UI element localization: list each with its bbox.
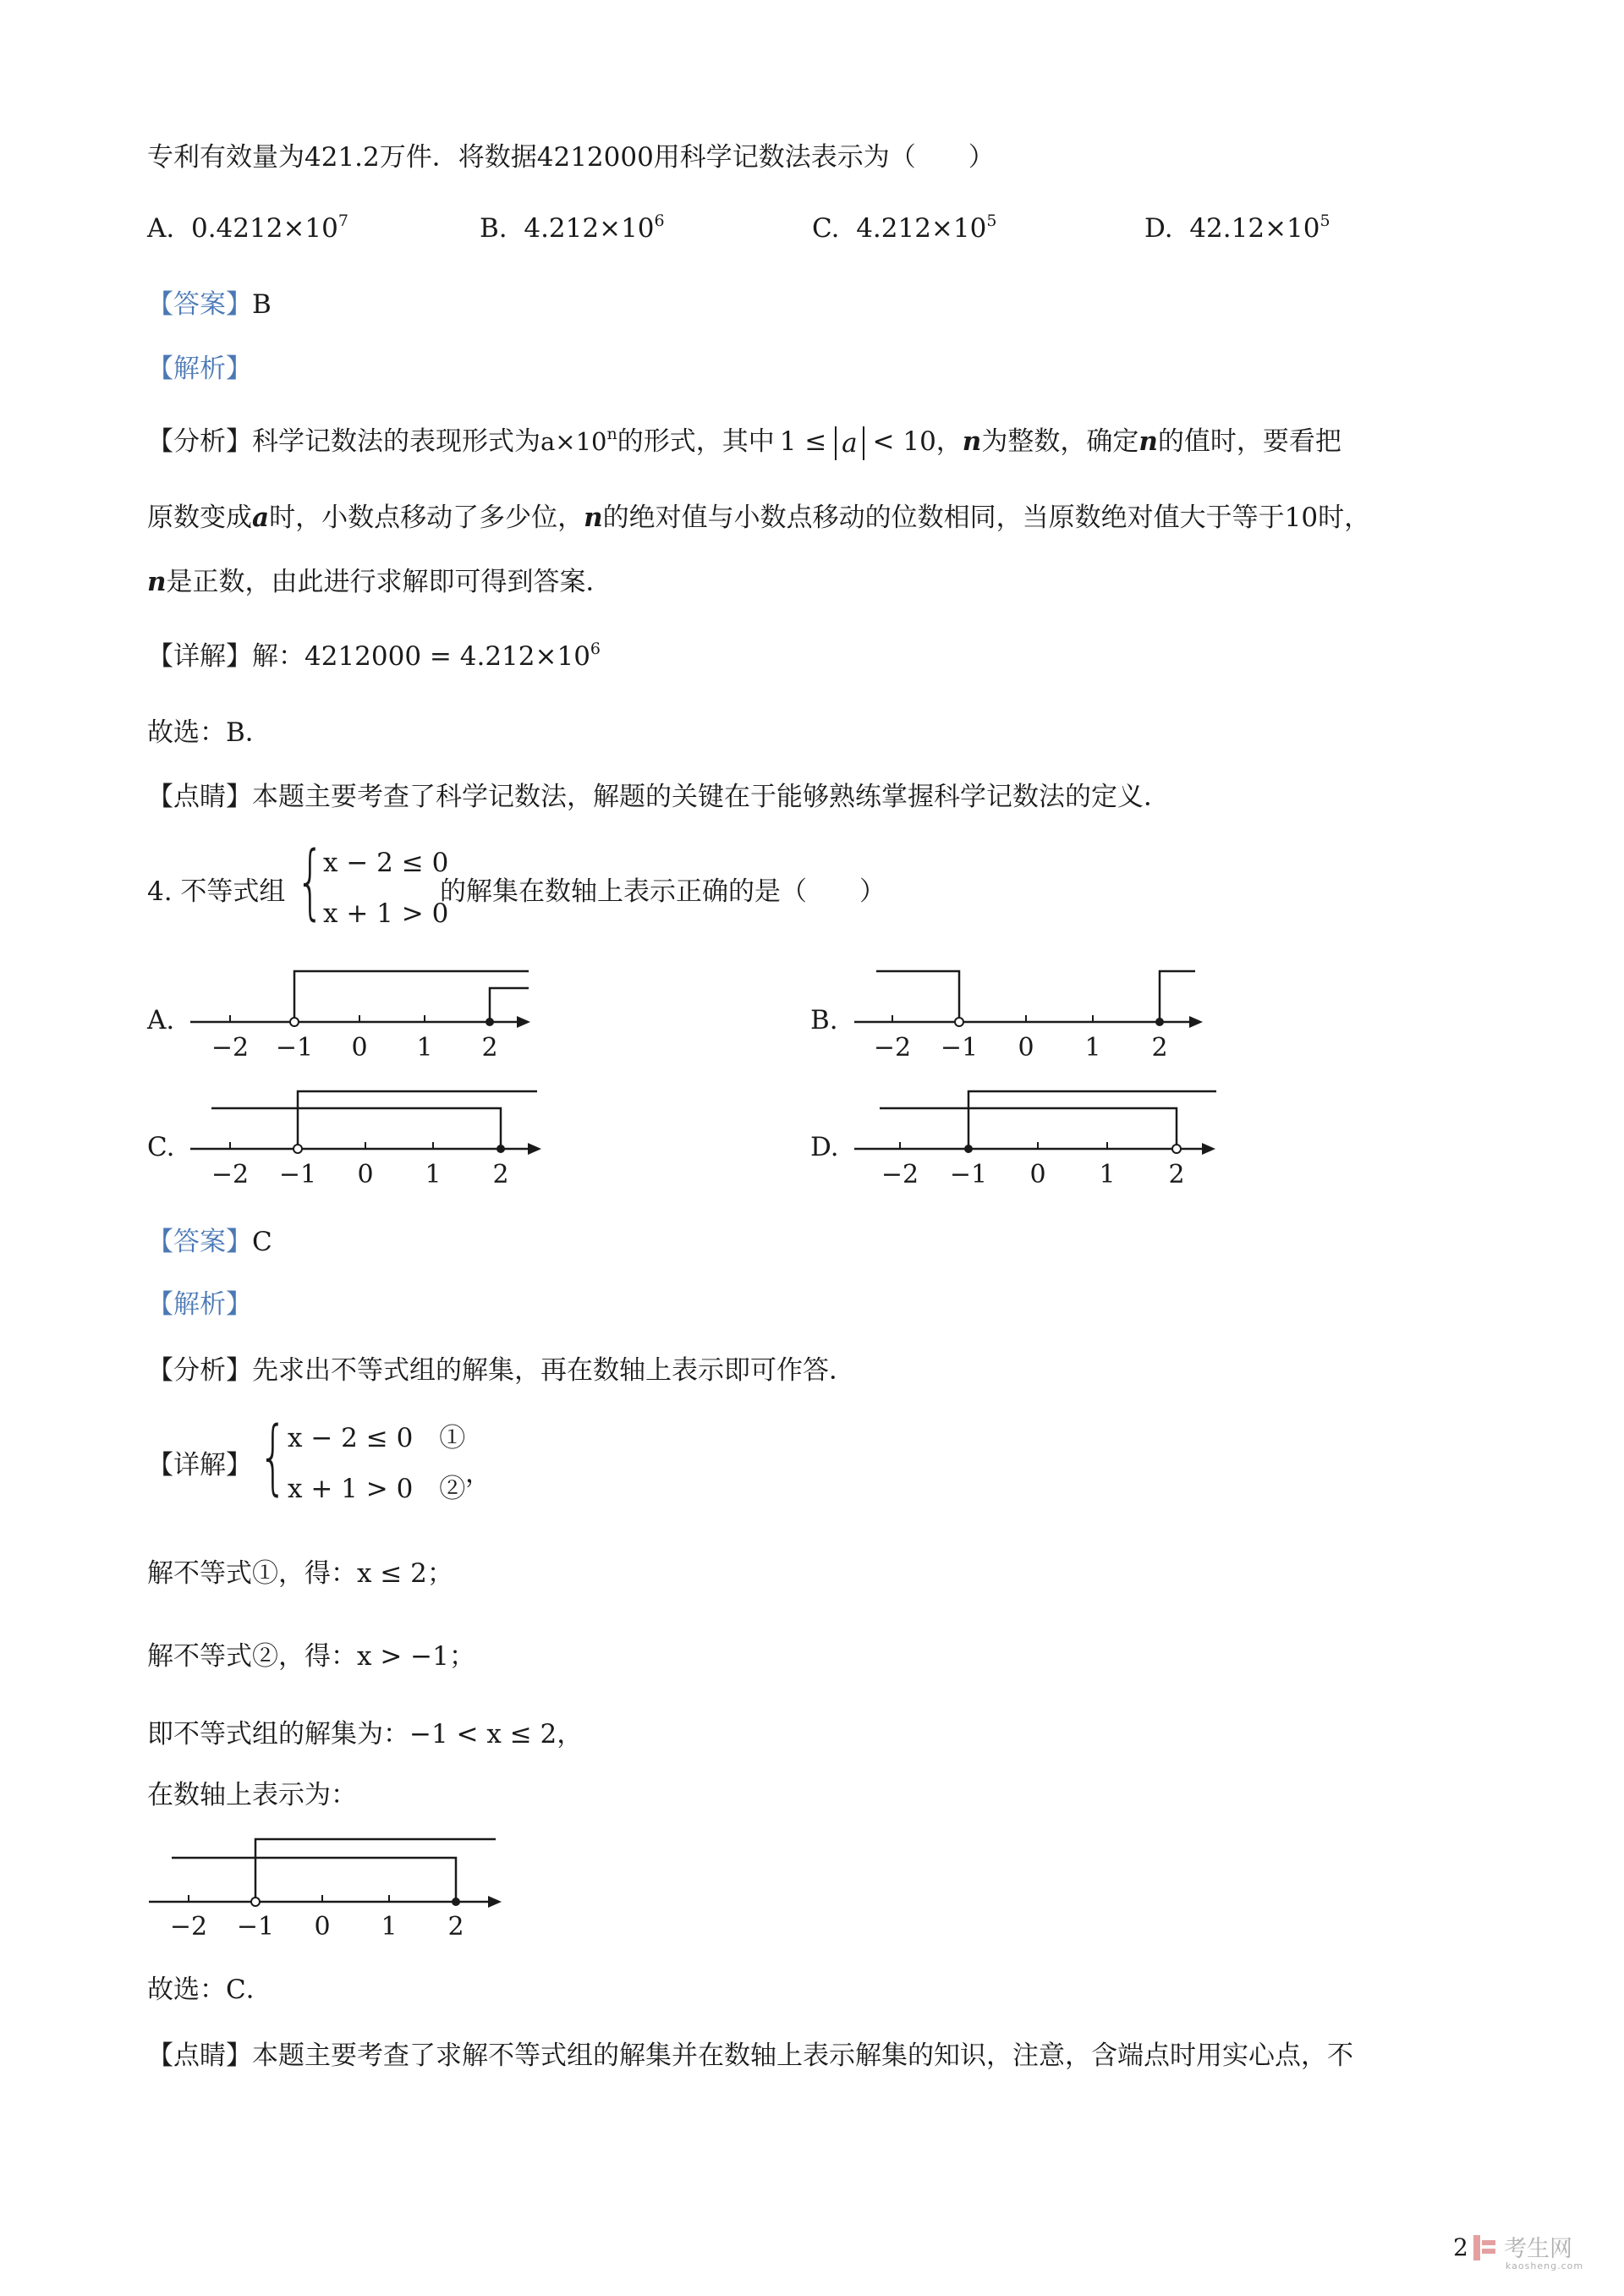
option-value: 4.212×10 <box>524 213 655 244</box>
q3-fenxi-line1: 【分析】科学记数法的表现形式为$a\times 10^n$的形式，其中 1 ≤ a < 10，n为整数，确定n的值时，要看把 <box>147 425 1341 459</box>
answer-tag: 【答案】 <box>147 289 252 320</box>
q4-guxuan: 故选：C． <box>147 1975 272 2005</box>
q4-jiexi-tag: 【解析】 <box>147 1289 252 1320</box>
q3-fenxi-line2: 原数变成a时，小数点移动了多少位，n的绝对值与小数点移动的位数相同，当原数绝对值大于等于10时， <box>147 503 1371 533</box>
svg-text:0: 0 <box>357 1160 374 1189</box>
svg-text:2: 2 <box>1168 1160 1185 1189</box>
option-label: D. <box>1144 213 1173 244</box>
option-label: C. <box>812 213 840 244</box>
logo-icon <box>1472 2233 1497 2262</box>
left-brace-icon: { <box>259 1409 288 1504</box>
number-line-b <box>846 956 1218 1070</box>
q4-xj-comma: ， <box>465 1458 491 1489</box>
q3-stem: 专利有效量为421.2万件．将数据4212000用科学记数法表示为（ ） <box>147 142 995 173</box>
svg-text:−2: −2 <box>211 1160 250 1189</box>
svg-text:1: 1 <box>425 1160 442 1189</box>
svg-text:2: 2 <box>492 1160 509 1189</box>
q3-option-d <box>1144 211 1330 245</box>
option-value: 4.212×10 <box>856 213 987 244</box>
q3-option-a <box>147 211 348 245</box>
q4-stem-pre: 4. 不等式组 <box>147 876 286 907</box>
svg-text:0: 0 <box>1029 1160 1046 1189</box>
exponent: 6 <box>654 211 665 230</box>
option-label: A. <box>147 213 175 244</box>
option-label: B. <box>480 213 508 244</box>
watermark-brand: 考生网 <box>1504 2236 1572 2262</box>
svg-text:−2: −2 <box>881 1160 919 1189</box>
q4-sys-row2: x + 1 > 0 <box>323 898 449 929</box>
option-value: 0.4212×10 <box>190 213 338 244</box>
svg-text:−1: −1 <box>949 1160 988 1189</box>
exponent: 5 <box>986 211 997 230</box>
svg-text:0: 0 <box>314 1912 331 1942</box>
q4-xj-sys-row2: x + 1 > 0 ② <box>288 1474 466 1504</box>
svg-text:−1: −1 <box>275 1033 314 1063</box>
q4-step4: 在数轴上表示为： <box>147 1780 357 1810</box>
q3-option-b <box>480 211 665 245</box>
q4-option-d-label: D. <box>810 1132 839 1162</box>
q3-option-c <box>812 211 996 245</box>
q3-fenxi-line3: n是正数，由此进行求解即可得到答案． <box>147 567 612 597</box>
q4-xj-sys-row1: x − 2 ≤ 0 ① <box>288 1423 466 1453</box>
q4-step2: 解不等式②，得：x > −1； <box>147 1641 475 1672</box>
svg-text:1: 1 <box>1084 1033 1101 1063</box>
svg-text:2: 2 <box>1151 1033 1168 1063</box>
solution-number-line <box>142 1827 514 1942</box>
q3-answer <box>147 288 272 321</box>
q3-dianjing: 【点睛】本题主要考查了科学记数法，解题的关键在于能够熟练掌握科学记数法的定义． <box>147 782 1170 812</box>
svg-text:1: 1 <box>381 1912 398 1942</box>
svg-text:1: 1 <box>416 1033 433 1063</box>
svg-text:−2: −2 <box>211 1033 250 1063</box>
answer-value: C <box>252 1227 272 1257</box>
abs-value-box: a <box>835 426 864 460</box>
q3-jiexi-tag: 【解析】 <box>147 354 252 384</box>
svg-text:0: 0 <box>351 1033 368 1063</box>
number-line-d <box>846 1081 1235 1195</box>
q4-sys-row1: x − 2 ≤ 0 <box>323 848 449 878</box>
svg-text:0: 0 <box>1018 1033 1034 1063</box>
q4-option-b-label: B. <box>810 1005 838 1035</box>
q4-step3: 即不等式组的解集为：−1 < x ≤ 2， <box>147 1719 584 1749</box>
answer-tag: 【答案】 <box>147 1227 252 1257</box>
svg-text:2: 2 <box>447 1912 464 1942</box>
svg-text:−1: −1 <box>940 1033 979 1063</box>
q4-option-a-label: A. <box>147 1005 175 1035</box>
left-brace-icon: { <box>296 834 325 929</box>
svg-text:−2: −2 <box>169 1912 208 1942</box>
q4-dianjing: 【点睛】本题主要考查了求解不等式组的解集并在数轴上表示解集的知识，注意，含端点时用实心点，不 <box>147 2041 1353 2071</box>
answer-value: B <box>252 289 272 320</box>
q4-step1: 解不等式①，得：x ≤ 2； <box>147 1558 453 1589</box>
exponent: 7 <box>337 211 348 230</box>
watermark-url: kaosheng.com <box>1506 2260 1584 2271</box>
q4-stem-post: 的解集在数轴上表示正确的是（ ） <box>440 876 886 907</box>
q4-xiangjie-tag: 【详解】 <box>147 1450 252 1480</box>
q3-guxuan: 故选：B． <box>147 717 272 748</box>
number-line-a <box>182 956 546 1070</box>
q4-option-c-label: C. <box>147 1132 175 1162</box>
page-number: 2 <box>1453 2233 1468 2261</box>
q3-xiangjie: 【详解】解：$4212000 = 4.212\times 10^6$ <box>147 639 601 672</box>
number-line-c <box>182 1081 554 1195</box>
svg-text:2: 2 <box>481 1033 498 1063</box>
svg-text:−1: −1 <box>278 1160 317 1189</box>
option-value: 42.12×10 <box>1189 213 1320 244</box>
svg-text:−2: −2 <box>873 1033 912 1063</box>
q4-fenxi: 【分析】先求出不等式组的解集，再在数轴上表示即可作答． <box>147 1355 855 1386</box>
q4-answer <box>147 1225 272 1259</box>
exponent: 5 <box>1320 211 1330 230</box>
svg-text:−1: −1 <box>236 1912 275 1942</box>
svg-text:1: 1 <box>1099 1160 1116 1189</box>
